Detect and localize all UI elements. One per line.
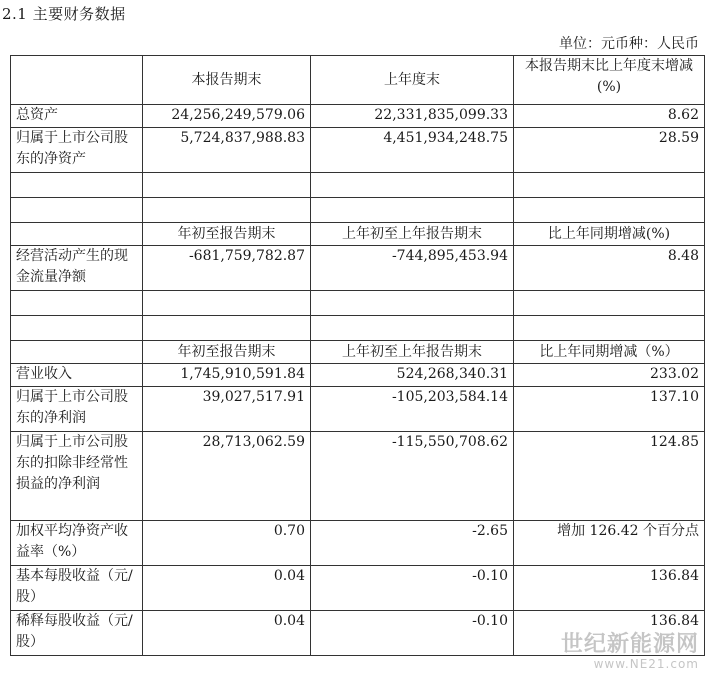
value-cell: 136.84 — [514, 611, 705, 656]
row-label: 营业收入 — [11, 364, 143, 387]
blank-row — [11, 198, 705, 223]
value-cell: -0.10 — [311, 611, 514, 656]
row-label: 经营活动产生的现金流量净额 — [11, 246, 143, 291]
financial-data-table — [10, 55, 705, 656]
table-row — [11, 521, 705, 566]
table-row — [11, 432, 705, 521]
value-cell: 524,268,340.31 — [311, 364, 514, 387]
value-cell: 增加 126.42 个百分点 — [514, 521, 705, 566]
blank-row — [11, 291, 705, 316]
table-row — [11, 128, 705, 173]
value-cell: -0.10 — [311, 566, 514, 611]
column-header: 上年初至上年报告期末 — [311, 341, 514, 364]
value-cell: 124.85 — [514, 432, 705, 521]
row-label: 稀释每股收益（元/股） — [11, 611, 143, 656]
column-header: 本报告期末比上年度末增减(%) — [514, 56, 705, 105]
column-header: 上年初至上年报告期末 — [311, 223, 514, 246]
table-row — [11, 387, 705, 432]
column-header: 年初至报告期末 — [143, 223, 311, 246]
watermark-name: 世纪新能源网 — [560, 632, 699, 657]
value-cell: -115,550,708.62 — [311, 432, 514, 521]
column-header: 年初至报告期末 — [143, 341, 311, 364]
column-header: 比上年同期增减(%) — [514, 223, 705, 246]
value-cell: 0.70 — [143, 521, 311, 566]
value-cell: -681,759,782.87 — [143, 246, 311, 291]
value-cell: 5,724,837,988.83 — [143, 128, 311, 173]
table-row — [11, 105, 705, 128]
value-cell: 8.48 — [514, 246, 705, 291]
blank-row — [11, 316, 705, 341]
row-label: 加权平均净资产收益率（%） — [11, 521, 143, 566]
value-cell: 233.02 — [514, 364, 705, 387]
table-header-row — [11, 56, 705, 105]
value-cell: 4,451,934,248.75 — [311, 128, 514, 173]
value-cell: -744,895,453.94 — [311, 246, 514, 291]
header-empty-cell — [11, 223, 143, 246]
value-cell: 136.84 — [514, 566, 705, 611]
blank-row — [11, 173, 705, 198]
value-cell: 8.62 — [514, 105, 705, 128]
value-cell: 39,027,517.91 — [143, 387, 311, 432]
table-row — [11, 246, 705, 291]
column-header: 比上年同期增减（%） — [514, 341, 705, 364]
watermark-url: www.NE21.com — [593, 657, 699, 671]
header-empty-cell — [11, 56, 143, 105]
value-cell: 1,745,910,591.84 — [143, 364, 311, 387]
value-cell: -2.65 — [311, 521, 514, 566]
section-title: 2.1 主要财务数据 — [2, 5, 126, 23]
row-label: 归属于上市公司股东的扣除非经常性损益的净利润 — [11, 432, 143, 521]
header-empty-cell — [11, 341, 143, 364]
table-header-row — [11, 341, 705, 364]
value-cell: 28.59 — [514, 128, 705, 173]
value-cell: 28,713,062.59 — [143, 432, 311, 521]
column-header: 上年度末 — [311, 56, 514, 105]
unit-note: 单位：元币种：人民币 — [559, 36, 699, 52]
value-cell: 24,256,249,579.06 — [143, 105, 311, 128]
table-row — [11, 566, 705, 611]
column-header: 本报告期末 — [143, 56, 311, 105]
row-label: 归属于上市公司股东的净利润 — [11, 387, 143, 432]
row-label: 基本每股收益（元/股） — [11, 566, 143, 611]
row-label: 总资产 — [11, 105, 143, 128]
value-cell: -105,203,584.14 — [311, 387, 514, 432]
value-cell: 22,331,835,099.33 — [311, 105, 514, 128]
table-row — [11, 364, 705, 387]
table-row — [11, 611, 705, 656]
value-cell: 137.10 — [514, 387, 705, 432]
value-cell: 0.04 — [143, 611, 311, 656]
row-label: 归属于上市公司股东的净资产 — [11, 128, 143, 173]
value-cell: 0.04 — [143, 566, 311, 611]
table-header-row — [11, 223, 705, 246]
